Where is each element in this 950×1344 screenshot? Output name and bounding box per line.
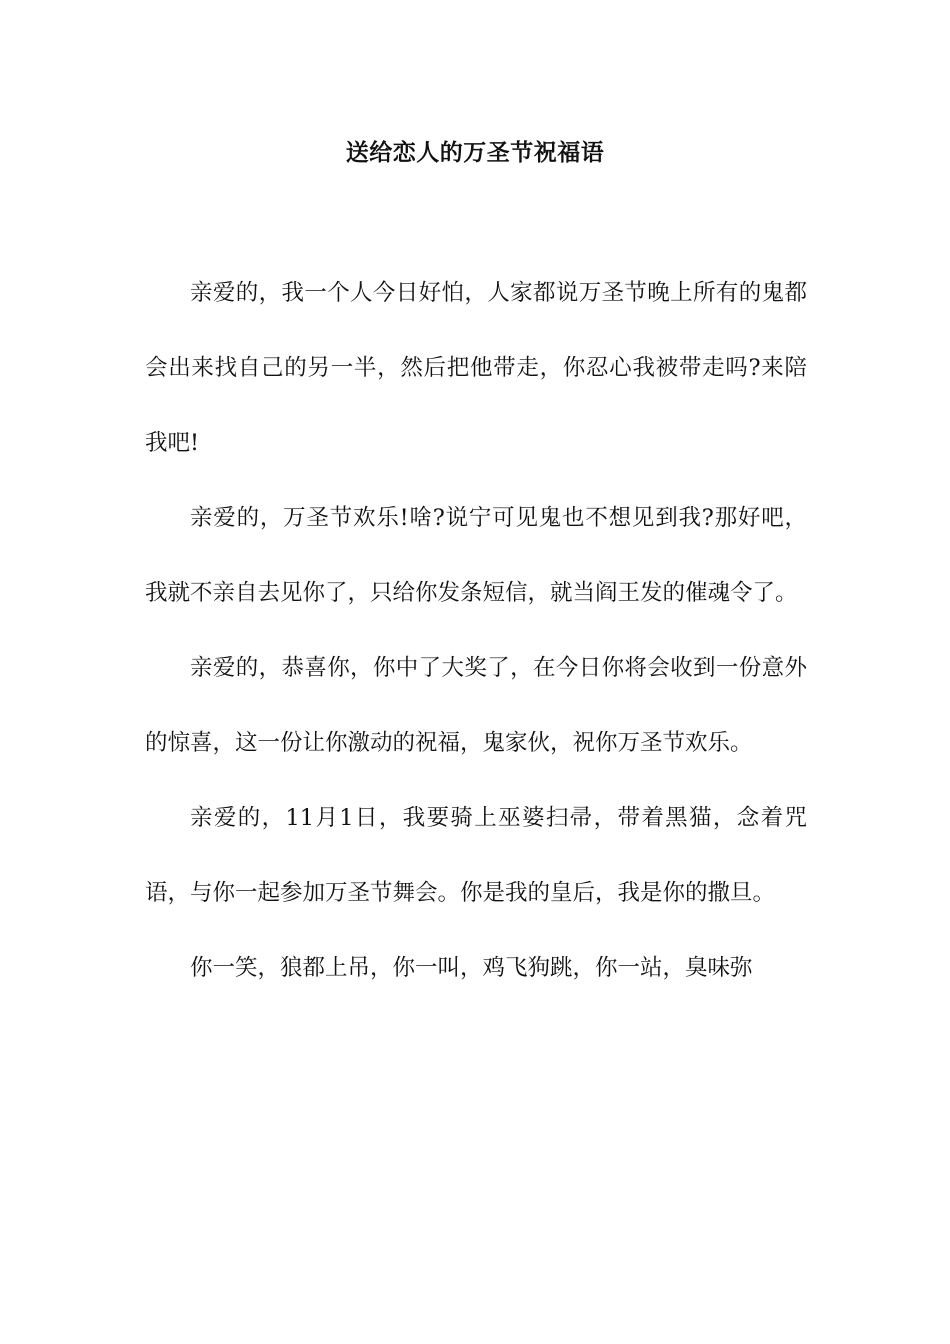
paragraph: 你一笑，狼都上吊，你一叫，鸡飞狗跳，你一站，臭味弥 <box>190 955 753 981</box>
paragraph: 亲爱的，万圣节欢乐!啥?说宁可见鬼也不想见到我?那好吧，我就不亲自去见你了，只给你发条短信，就当阎王发的催魂令了。 <box>145 505 807 606</box>
document-title: 送给恋人的万圣节祝福语 <box>345 139 605 166</box>
document-body <box>145 256 807 1006</box>
paragraph: 亲爱的，我一个人今日好怕，人家都说万圣节晚上所有的鬼都会出来找自己的另一半，然后把他带走，你忍心我被带走吗?来陪我吧! <box>145 280 807 456</box>
paragraph: 亲爱的，11月1日，我要骑上巫婆扫帚，带着黑猫，念着咒语，与你一起参加万圣节舞会。你是我的皇后，我是你的撒旦。 <box>145 805 807 906</box>
paragraph: 亲爱的，恭喜你，你中了大奖了，在今日你将会收到一份意外的惊喜，这一份让你激动的祝福，鬼家伙，祝你万圣节欢乐。 <box>145 655 807 756</box>
